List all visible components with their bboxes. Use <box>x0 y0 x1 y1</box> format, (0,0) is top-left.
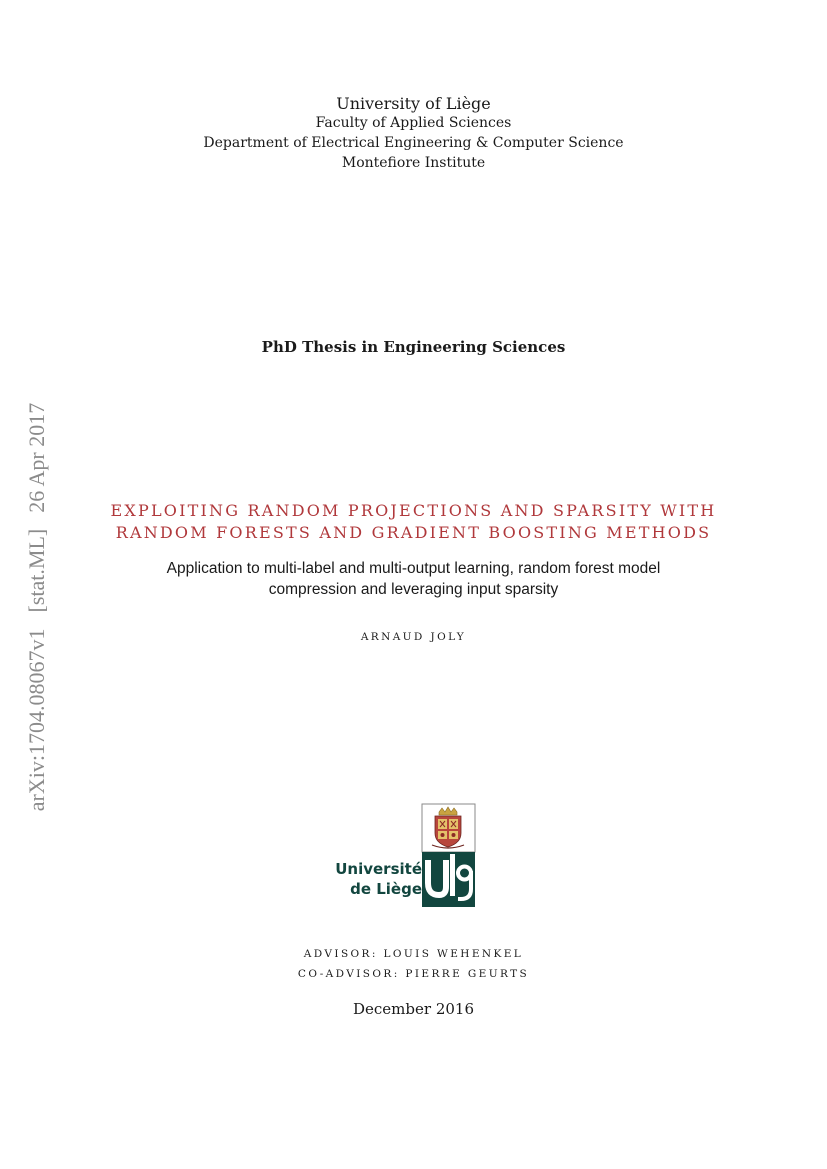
university-name: University of Liège <box>336 94 491 113</box>
institute-name: Montefiore Institute <box>341 155 486 171</box>
arxiv-stamp <box>24 403 50 811</box>
thesis-subtitle <box>0 558 827 600</box>
arxiv-category: [stat.ML] <box>24 528 49 613</box>
co-advisor: CO-ADVISOR: PIERRE GEURTS <box>297 968 530 980</box>
arxiv-date: 26 Apr 2017 <box>24 402 49 513</box>
logo-text-line-2: de Liège <box>350 880 422 898</box>
department-name: Department of Electrical Engineering & Computer Science <box>203 135 624 151</box>
thesis-type: PhD Thesis in Engineering Sciences <box>261 338 566 356</box>
university-logo <box>332 803 480 909</box>
university-header <box>0 94 827 173</box>
logo-text-line-1: Université <box>335 860 422 878</box>
advisor: ADVISOR: LOUIS WEHENKEL <box>303 948 524 960</box>
thesis-date: December 2016 <box>353 1000 474 1018</box>
advisors <box>0 944 827 984</box>
thesis-title <box>0 500 827 544</box>
faculty-name: Faculty of Applied Sciences <box>315 115 512 131</box>
title-line-1: EXPLOITING RANDOM PROJECTIONS AND SPARSITY WITH <box>110 501 717 520</box>
subtitle-line-1: Application to multi-label and multi-output learning, random forest model <box>166 560 661 577</box>
arxiv-id: arXiv:1704.08067v1 <box>24 628 49 812</box>
title-line-2: RANDOM FORESTS AND GRADIENT BOOSTING METHODS <box>115 523 712 542</box>
subtitle-line-2: compression and leveraging input sparsity <box>268 581 559 598</box>
author-name: ARNAUD JOLY <box>360 631 467 643</box>
